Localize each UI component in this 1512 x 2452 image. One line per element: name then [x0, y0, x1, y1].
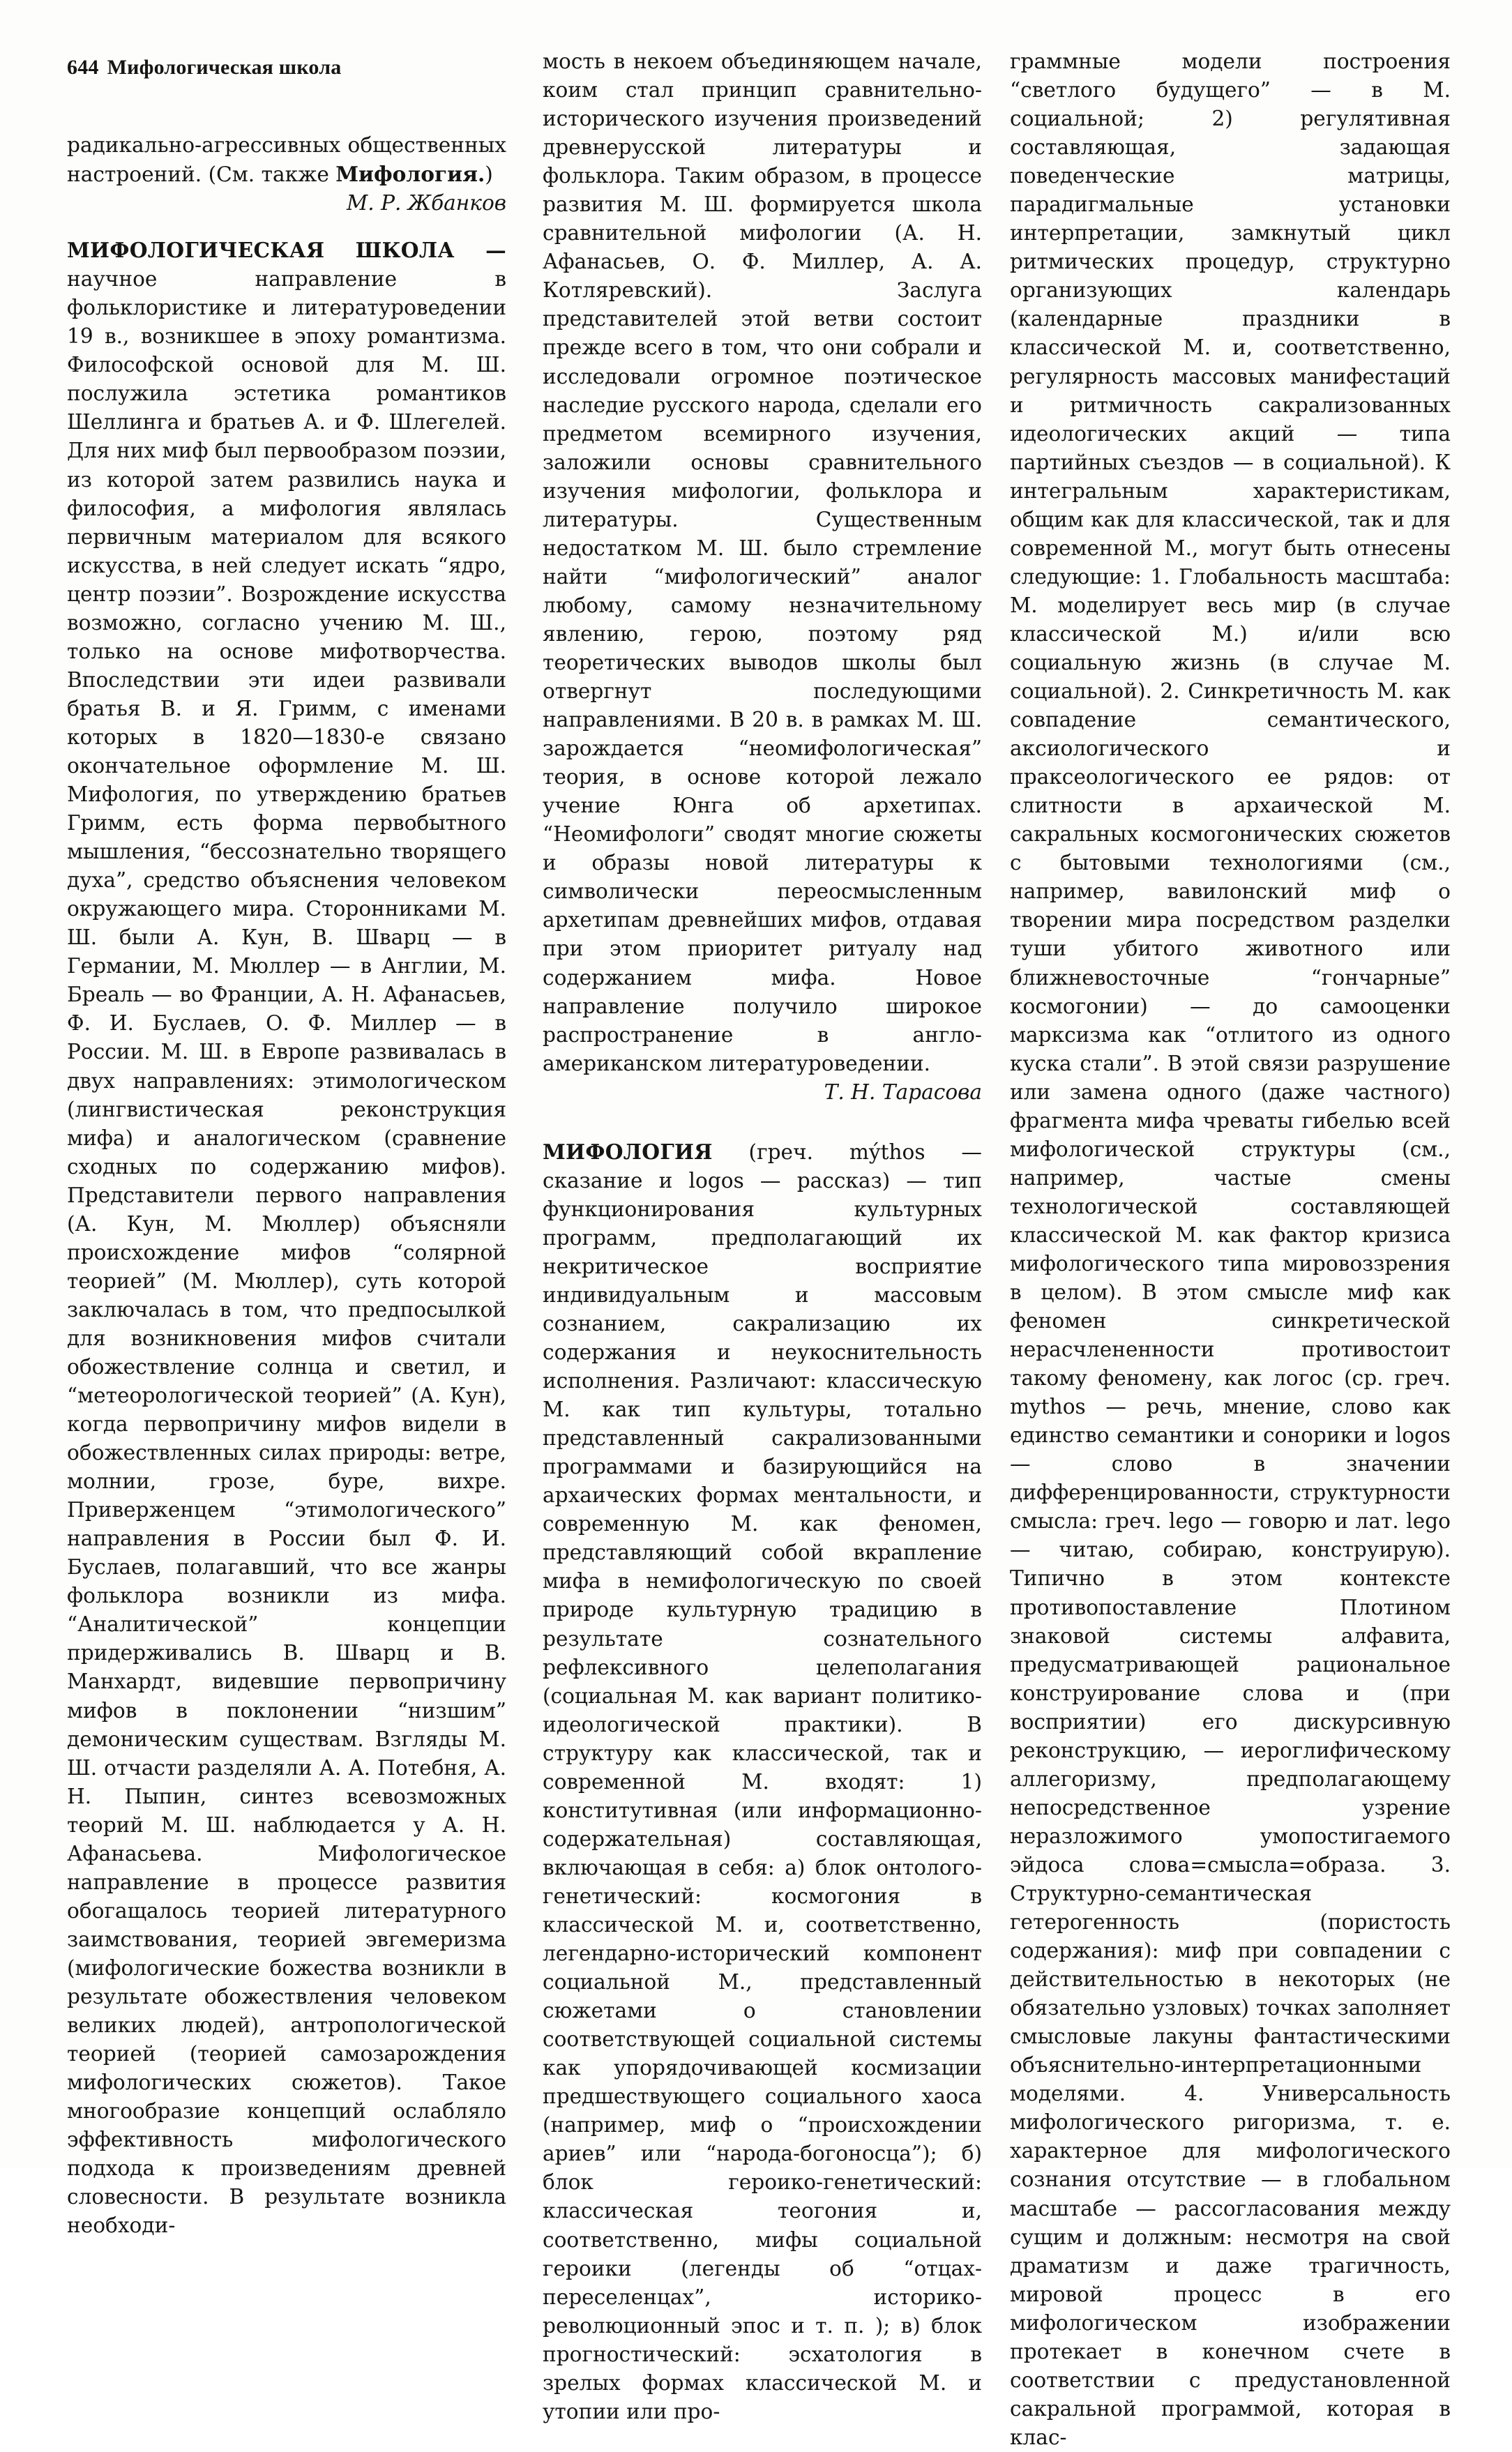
previous-entry-ending: [67, 131, 506, 189]
etymology-lead: (греч.: [712, 1140, 849, 1164]
entry-spacer: [543, 1107, 982, 1137]
headword-mythological-school: МИФОЛОГИЧЕСКАЯ ШКОЛА —: [67, 238, 506, 263]
term-mythos: mýthos: [849, 1140, 925, 1164]
etymology-mid: — сказание и: [543, 1140, 982, 1193]
previous-entry-text: радикально-агрессивных общественных настроений. (См. также: [67, 133, 506, 187]
entry-body-col2: — рассказ) — тип функционирования культурных программ, предполагающий их некритическое восприятие индивидуальным и массовым сознанием, сакрализацию их содержания и неукоснительность исполнения. Различают: классическую М. как тип культуры, тотально представленный сакрализованными программами и базирующийся на архаических формах ментальности, и современную М. как феномен, представляющий собой вкрапление мифа в немифологическую по своей природе культурную традицию в результате сознательного рефлексивного целеполагания (социальная М. как вариант политико-идеологической практики). В структуру как классической, так и современной М. входят: 1) конститутивная (или информационно-содержательная) составляющая, включающая в себя: а) блок онтолого-генетический: космогония в классической М. и, соответственно, легендарно-исторический компонент социальной М., представленный сюжетами о становлении соответствующей социальной системы как упорядочивающей космизации предшествующего социального хаоса (например, миф о “происхождении ариев” или “народа-богоносца”); б) блок героико-генетический: классическая теогония и, соответственно, мифы социальной героики (легенды об “отцах-переселенцах”, историко-революционный эпос и т. п. ); в) блок прогностический: эсхатология в зрелых формах классической М. и утопии или про-: [543, 1168, 983, 2423]
text-column-1: [67, 131, 506, 2240]
entry-body-col1: научное направление в фольклористике и литературоведении 19 в., возникшее в эпоху романтизма. Философской основой для М. Ш. послужила эстетика романтиков Шеллинга и братьев А. и Ф. Шлегелей. Для них миф был первообразом поэзии, из которой затем развились наука и философия, а мифология являлась первичным материалом для всякого искусства, в ней следует искать “ядро, центр поэзии”. Возрождение искусства возможно, согласно учению М. Ш., только на основе мифотворчества. Впоследствии эти идеи развивали братья В. и Я. Гримм, с именами которых в 1820—1830-е связано окончательное оформление М. Ш. Мифология, по утверждению братьев Гримм, есть форма первобытного мышления, “бессознательно творящего духа”, средство объяснения человеком окружающего мира. Сторонниками М. Ш. были А. Кун, В. Шварц — в Германии, М. Мюллер — в Англии, М. Бреаль — во Франции, А. Н. Афанасьев, Ф. И. Буслаев, О. Ф. Миллер — в России. М. Ш. в Европе развивалась в двух направлениях: этимологическом (лингвистическая реконструкция мифа) и аналогическом (сравнение сходных по содержанию мифов). Представители первого направления (А. Кун, М. Мюллер) объясняли происхождение мифов “солярной теорией” (М. Мюллер), суть которой заключалась в том, что предпосылкой для возникновения мифов считали обожествление солнца и светил, и “метеорологической теорией” (А. Кун), когда первопричину мифов видели в обожествленных силах природы: ветре, молнии, грозе, буре, вихре. Приверженцем “этимологического” направления в России был Ф. И. Буслаев, полагавший, что все жанры фольклора возникли из мифа. “Аналитической” концепции придерживались В. Шварц и В. Манхардт, видевшие первопричину мифов в поклонении “низшим” демоническим существам. Взгляды М. Ш. отчасти разделяли А. А. Потебня, А. Н. Пыпин, синтез всевозможных теорий М. Ш. наблюдается у А. Н. Афанасьева. Мифологическое направление в процессе развития обогащалось теорией литературного заимствования, теорией эвгемеризма (мифологические божества возникли в результате обожествления человеком великих людей), антропологической теорией (теорией самозарождения мифологических сюжетов). Такое многообразие концепций ослабляло эффективность мифологического подхода к произведениям древней словесности. В результате возникла необходи-: [67, 267, 506, 2238]
headword-mythology: МИФОЛОГИЯ: [543, 1139, 713, 1164]
cross-reference-mythology[interactable]: Мифология.: [335, 162, 485, 187]
section-title: Мифологическая школа: [107, 56, 342, 79]
page-number: 644: [67, 56, 99, 79]
entry-author: Т. Н. Тарасова: [824, 1080, 982, 1104]
term-logos: logos: [688, 1168, 744, 1193]
entry-continuation-col2: мость в некоем объединяющем начале, коим стал принцип сравнительно-исторического изучения произведений древнерусской литературы и фольклора. Таким образом, в процессе развития М. Ш. формируется школа сравнительной мифологии (А. Н. Афанасьев, О. Ф. Миллер, А. А. Котляревский). Заслуга представителей этой ветви состоит прежде всего в том, что они собрали и исследовали огромное поэтическое наследие русского народа, сделали его предметом всемирного изучения, заложили основы сравнительного изучения мифологии, фольклора и литературы. Существенным недостатком М. Ш. было стремление найти “мифологический” аналог любому, самому незначительному явлению, герою, поэтому ряд теоретических выводов школы был отвергнут последующими направлениями. В 20 в. в рамках М. Ш. зарождается “неомифологическая” теория, в основе которой лежало учение Юнга об архетипах. “Неомифологи” сводят многие сюжеты и образы новой литературы к символически переосмысленным архетипам древнейших мифов, отдавая при этом приоритет ритуалу над содержанием мифа. Новое направление получило широкое распространение в англо-американском литературоведении.: [543, 50, 982, 1075]
entry-mythological-school: [67, 236, 506, 2240]
entry-spacer: [67, 218, 506, 236]
running-head: [67, 56, 341, 80]
text-column-2: [543, 47, 982, 2426]
entry-continuation-col3: граммные модели построения “светлого будущего” — в М. социальной; 2) регулятивная составляющая, задающая поведенческие матрицы, парадигмальные установки интерпретации, замкнутый цикл ритмических процедур, структурно организующих календарь (календарные праздники в классической М. и, соответственно, регулярность массовых манифестаций и ритмичность сакрализованных идеологических акций — типа партийных съездов — в социальной). К интегральным характеристикам, общим как для классической, так и для современной М., могут быть отнесены следующие: 1. Глобальность масштаба: М. моделирует весь мир (в случае классической М.) и/или всю социальную жизнь (в случае М. социальной). 2. Синкретичность М. как совпадение семантического, аксиологического и праксеологического ее рядов: от слитности в архаической М. сакральных космогонических сюжетов с бытовыми технологиями (см., например, вавилонский миф о творении мира посредством разделки туши убитого животного или ближневосточные “гончарные” космогонии) — до самооценки марксизма как “отлитого из одного куска стали”. В этой связи разрушение или замена одного (даже частного) фрагмента мифа чреваты гибелью всей мифологической структуры (см., например, частые смены технологической составляющей классической М. как фактор кризиса мифологического типа мировоззрения в целом). В этом смысле миф как феномен синкретической нерасчлененности противостоит такому феномену, как логос (ср. греч. mythos — речь, мнение, слово как единство семантики и сонорики и logos — слово в значении дифференцированности, структурности смысла: греч. lego — говорю и лат. lego — читаю, собираю, конструирую). Типично в этом контексте противопоставление Плотином знаковой системы алфавита, предусматривающей рациональное конструирование слова и (при восприятии) его дискурсивную реконструкцию, — иероглифическому аллегоризму, предполагающему непосредственное узрение неразложимого умопостигаемого эйдоса слова=смысла=образа. 3. Структурно-семантическая гетерогенность (пористость содержания): миф при совпадении с действительностью в некоторых (не обязательно узловых) точках заполняет смысловые лакуны фантастическими объяснительно-интерпретационными моделями. 4. Универсальность мифологического ригоризма, т. е. характерное для мифологического сознания отсутствие — в глобальном масштабе — рассогласования между сущим и должным: несмотря на свой драматизм и даже трагичность, мировой процесс в его мифологическом изображении протекает в конечном счете в соответствии с предустановленной сакральной программой, которая в клас-: [1010, 50, 1451, 2449]
text-column-3: [1010, 47, 1451, 2452]
previous-entry-author: М. Р. Жбанков: [346, 191, 506, 215]
entry-mythology: [543, 1137, 982, 2426]
previous-entry-close: ): [485, 162, 493, 187]
